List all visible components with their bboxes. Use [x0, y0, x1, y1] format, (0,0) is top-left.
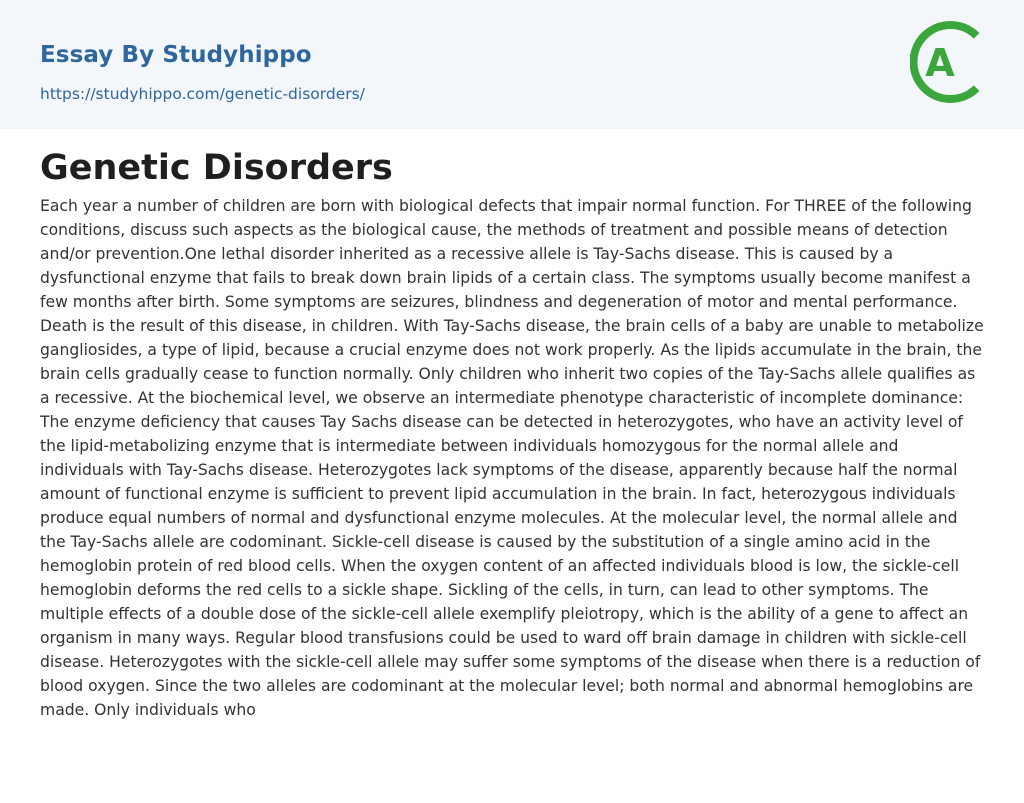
essay-body: Each year a number of children are born with biological defects that impair normal function. For THREE of the following conditions, discuss such aspects as the biological cause, the methods of treatment and possible means of detection and/or prevention.One lethal disorder inherited as a recessive allele is Tay-Sachs disease. This is caused by a dysfunctional enzyme that fails to break down brain lipids of a certain class. The symptoms usually become manifest a few months after birth. Some symptoms are seizures, blindness and degeneration of motor and mental performance. Death is the result of this disease, in children. With Tay-Sachs disease, the brain cells of a baby are unable to metabolize gangliosides, a type of lipid, because a crucial enzyme does not work properly. As the lipids accumulate in the brain, the brain cells gradually cease to function normally. Only children who inherit two copies of the Tay-Sachs allele qualifies as a recessive. At the biochemical level, we observe an intermediate phenotype characteristic of incomplete dominance: The enzyme deficiency that causes Tay Sachs disease can be detected in heterozygotes, who have an activity level of the lipid-metabolizing enzyme that is intermediate between individuals homozygous for the normal allele and individuals with Tay-Sachs disease. Heterozygotes lack symptoms of the disease, apparently because half the normal amount of functional enzyme is sufficient to prevent lipid accumulation in the brain. In fact, heterozygous individuals produce equal numbers of normal and dysfunctional enzyme molecules. At the molecular level, the normal allele and the Tay-Sachs allele are codominant. Sickle-cell disease is caused by the substitution of a single amino acid in the hemoglobin protein of red blood cells. When the oxygen content of an affected individuals blood is low, the sickle-cell hemoglobin deforms the red cells to a sickle shape. Sickling of the cells, in turn, can lead to other symptoms. The multiple effects of a double dose of the sickle-cell allele exemplify pleiotropy, which is the ability of a gene to affect an organism in many ways. Regular blood transfusions could be used to ward off brain damage in children with sickle-cell disease. Heterozygotes with the sickle-cell allele may suffer some symptoms of the disease when there is a reduction of blood oxygen. Since the two alleles are codominant at the molecular level; both normal and abnormal hemoglobins are made. Only individuals who [40, 197, 984, 719]
logo-letter: A [925, 41, 955, 85]
page-title: Genetic Disorders [40, 148, 393, 188]
studyhippo-logo-icon[interactable] [910, 18, 988, 106]
site-header [0, 0, 1024, 129]
article-url-link[interactable]: https://studyhippo.com/genetic-disorders/ [40, 85, 365, 103]
site-title[interactable]: Essay By Studyhippo [40, 42, 312, 68]
